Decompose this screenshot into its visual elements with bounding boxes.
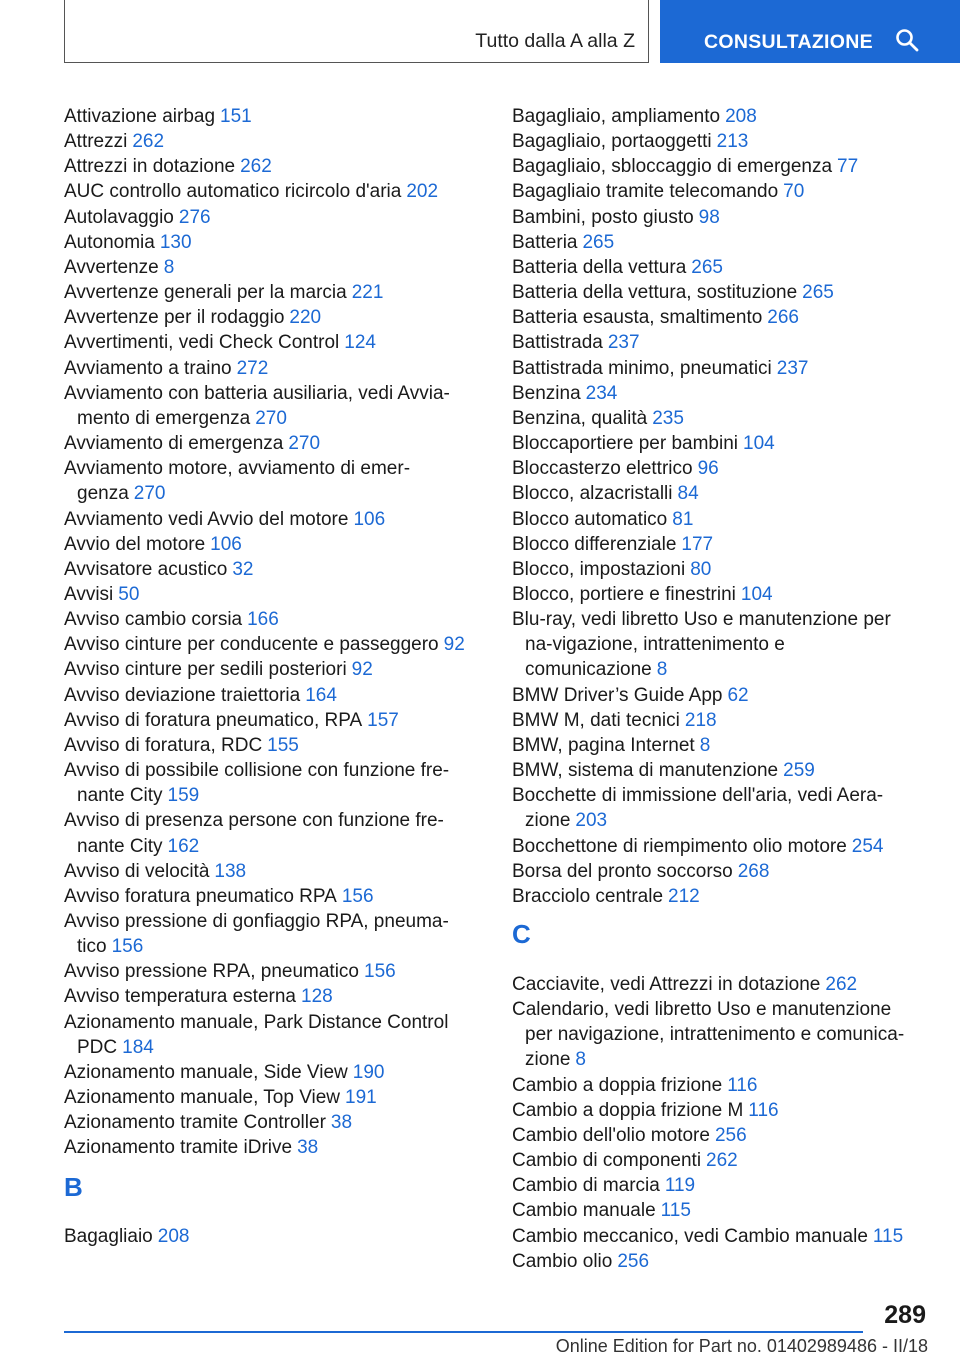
index-entry	[512, 1123, 922, 1148]
index-entry	[64, 1010, 474, 1060]
index-entry	[64, 808, 474, 858]
index-entry	[512, 205, 922, 230]
index-entry	[64, 129, 474, 154]
index-letter-heading: C	[512, 919, 531, 949]
index-entry-text: Autonomia	[64, 231, 155, 253]
index-entry	[512, 431, 922, 456]
index-entry	[512, 1173, 922, 1198]
index-entry-text: Batteria della vettura	[512, 256, 687, 278]
index-page-link[interactable]: 62	[727, 684, 749, 706]
index-entry	[512, 255, 922, 280]
index-entry-text: Batteria esausta, smaltimento	[512, 307, 763, 329]
index-page-link[interactable]: 128	[301, 986, 333, 1008]
index-entry	[64, 205, 474, 230]
index-page-link[interactable]: 262	[825, 974, 858, 995]
index-entry	[512, 381, 922, 406]
index-entry	[64, 884, 474, 909]
index-entry-text: Avviso deviazione traiettoria	[64, 684, 301, 706]
index-entry-text: Attrezzi	[64, 131, 128, 153]
index-entry-text: Attivazione airbag	[64, 106, 216, 127]
index-page-link[interactable]: 256	[617, 1250, 650, 1272]
index-page-link[interactable]: 262	[240, 156, 272, 178]
index-entry	[64, 1110, 474, 1135]
index-entry	[64, 657, 474, 682]
index-entry	[512, 305, 922, 330]
index-entry-text: Benzina, qualità	[512, 407, 648, 429]
index-page-link[interactable]: 157	[367, 709, 399, 731]
index-entry-text: Avvisi	[64, 583, 114, 605]
index-entry	[64, 733, 474, 758]
index-entry	[64, 582, 474, 607]
index-entry	[512, 783, 922, 833]
index-page-link[interactable]: 235	[652, 407, 684, 429]
index-entry	[64, 330, 474, 355]
index-entry	[512, 683, 922, 708]
index-page-link[interactable]: 115	[660, 1200, 691, 1222]
index-page-link[interactable]: 8	[699, 734, 711, 756]
index-page-link[interactable]: 156	[111, 936, 144, 958]
index-entry	[512, 230, 922, 255]
index-entry-text: Avviamento di emergenza	[64, 433, 284, 455]
index-page-link[interactable]: 212	[668, 885, 700, 907]
footer-rule	[64, 1331, 863, 1333]
index-entry-text: Bloccasterzo elettrico	[512, 458, 693, 480]
index-entry-text: BMW Driver’s Guide App	[512, 684, 723, 706]
index-entry	[64, 632, 474, 657]
index-page-link[interactable]: 237	[776, 357, 809, 379]
index-entry	[64, 683, 474, 708]
index-entry	[64, 1135, 474, 1160]
index-page-link[interactable]: 50	[118, 583, 140, 605]
index-page-link[interactable]: 203	[575, 810, 608, 832]
index-entry-text: Avviamento vedi Avvio del motore	[64, 508, 349, 530]
index-entry	[64, 179, 474, 204]
index-page-link[interactable]: 106	[353, 508, 386, 530]
index-entry	[512, 179, 922, 204]
index-page-link[interactable]: 156	[364, 961, 396, 983]
index-page-link[interactable]: 116	[748, 1099, 779, 1121]
index-entry	[512, 280, 922, 305]
index-page-link[interactable]: 164	[305, 684, 337, 706]
index-entry-text: Bocchettone di riempimento olio motore	[512, 835, 847, 857]
index-entry	[512, 356, 922, 381]
index-letter-heading: B	[64, 1171, 83, 1202]
index-page-link[interactable]: 38	[297, 1137, 319, 1159]
index-page-link[interactable]: 155	[267, 734, 299, 756]
index-entry-text: Avviamento a traino	[64, 357, 232, 379]
index-entry-text: BMW M, dati tecnici	[512, 709, 680, 731]
index-entry-text: Batteria della vettura, sostituzione	[512, 282, 798, 304]
index-page-link[interactable]: 234	[585, 382, 618, 404]
index-page-link[interactable]: 92	[443, 634, 465, 656]
index-page-link[interactable]: 265	[691, 256, 723, 278]
index-entry	[64, 557, 474, 582]
index-page-link[interactable]: 270	[255, 407, 287, 429]
index-page-link[interactable]: 98	[698, 206, 720, 228]
index-page-link[interactable]: 162	[167, 835, 200, 857]
index-entry-text: Avviso cambio corsia	[64, 609, 243, 631]
index-entry-text: Batteria	[512, 231, 578, 253]
index-page-link[interactable]: 8	[656, 659, 668, 681]
index-entry	[64, 305, 474, 330]
index-page-link[interactable]: 202	[406, 181, 439, 203]
index-page-link[interactable]: 208	[157, 1225, 190, 1247]
index-entry-text: Bagagliaio, ampliamento	[512, 106, 721, 127]
index-page-link[interactable]: 218	[684, 709, 717, 731]
index-entry-text: Blocco, portiere e finestrini	[512, 583, 736, 605]
index-page-link[interactable]: 124	[344, 332, 376, 354]
index-entry-text: Azionamento tramite Controller	[64, 1112, 326, 1134]
section-title: Tutto dalla A alla Z	[475, 30, 635, 52]
index-entry-text: Bambini, posto giusto	[512, 206, 694, 228]
index-entry	[512, 884, 922, 909]
index-entry	[512, 733, 922, 758]
index-page-link[interactable]: 104	[740, 583, 773, 605]
index-entry	[512, 129, 922, 154]
index-entry	[512, 481, 922, 506]
index-page-link[interactable]: 213	[716, 131, 749, 153]
index-entry	[512, 758, 922, 783]
index-page-link[interactable]: 272	[236, 357, 269, 379]
index-entry-text: Azionamento manuale, Park Distance Control PDC	[64, 1011, 449, 1058]
index-entry	[512, 1148, 922, 1173]
index-entry	[512, 834, 922, 859]
index-page-link[interactable]: 276	[178, 206, 211, 228]
index-entry-text: Benzina	[512, 382, 581, 404]
index-entry-text: Avviso di foratura, RDC	[64, 734, 263, 756]
index-entry-text: Battistrada minimo, pneumatici	[512, 357, 772, 379]
index-entry	[64, 255, 474, 280]
index-entry-text: Bracciolo centrale	[512, 885, 664, 907]
index-page-link[interactable]: 221	[351, 282, 384, 304]
index-page-link[interactable]: 116	[727, 1074, 758, 1096]
index-page-link[interactable]: 262	[706, 1150, 738, 1172]
index-page-link[interactable]: 70	[783, 181, 805, 203]
index-entry	[512, 557, 922, 582]
index-entry	[64, 758, 474, 808]
index-entry-text: Cacciavite, vedi Attrezzi in dotazione	[512, 974, 821, 995]
index-entry-text: Azionamento manuale, Side View	[64, 1061, 348, 1083]
index-entry	[64, 104, 474, 129]
index-entry-text: Bagagliaio, sbloccaggio di emergenza	[512, 156, 833, 178]
index-entry-text: Avviso di possibile collisione con funzione fre-nante City	[64, 760, 450, 807]
index-entry-text: Cambio di componenti	[512, 1150, 702, 1172]
index-page-link[interactable]: 256	[714, 1124, 747, 1146]
index-entry	[64, 532, 474, 557]
index-entry-text: Cambio a doppia frizione	[512, 1074, 723, 1096]
index-page-link[interactable]: 115	[872, 1225, 904, 1247]
index-page-link[interactable]: 270	[133, 483, 166, 505]
index-entry	[64, 230, 474, 255]
index-page-link[interactable]: 38	[330, 1112, 353, 1134]
index-entry-text: Avviso pressione di gonfiaggio RPA, pneuma-tico	[64, 911, 449, 958]
index-entry-text: Avviso pressione RPA, pneumatico	[64, 961, 360, 983]
index-entry	[64, 1085, 474, 1110]
index-entry	[64, 356, 474, 381]
index-entry-text: Autolavaggio	[64, 206, 174, 228]
index-column-right	[512, 104, 922, 1274]
index-entry-text: Cambio olio	[512, 1250, 613, 1272]
index-entry	[512, 607, 922, 682]
index-entry-text: Avviso di velocità	[64, 860, 210, 882]
index-entry-text: Cambio meccanico, vedi Cambio manuale	[512, 1225, 868, 1247]
index-entry	[64, 959, 474, 984]
index-entry-text: Bagagliaio, portaoggetti	[512, 131, 712, 153]
index-entry	[512, 456, 922, 481]
index-entry	[64, 607, 474, 632]
index-page-link[interactable]: 119	[664, 1175, 696, 1197]
index-entry-text: Avvio del motore	[64, 533, 206, 555]
index-page-link[interactable]: 138	[214, 860, 247, 882]
index-page-link[interactable]: 190	[352, 1061, 385, 1083]
index-page-link[interactable]: 104	[743, 433, 775, 455]
index-page-link[interactable]: 81	[672, 508, 694, 530]
index-page-link[interactable]: 96	[697, 458, 719, 480]
index-entry-text: Bocchette di immissione dell'aria, vedi Aera-zione	[512, 785, 884, 832]
consultazione-tab[interactable]	[660, 0, 960, 63]
index-entry	[512, 859, 922, 884]
index-entry	[512, 330, 922, 355]
index-entry-text: AUC controllo automatico ricircolo d'aria	[64, 181, 402, 203]
index-page-link[interactable]: 220	[289, 307, 322, 329]
index-entry	[64, 909, 474, 959]
index-entry-text: Cambio a doppia frizione M	[512, 1099, 744, 1121]
index-entry-text: Avvertimenti, vedi Check Control	[64, 332, 340, 354]
index-page-link[interactable]: 106	[210, 533, 242, 555]
index-page-link[interactable]: 8	[575, 1049, 586, 1071]
index-column-left	[64, 104, 474, 1249]
index-entry	[64, 431, 474, 456]
index-entry-text: Avviamento motore, avviamento di emer-genza	[64, 458, 411, 505]
index-entry	[64, 1060, 474, 1085]
index-page-link[interactable]: 32	[232, 558, 254, 580]
index-page-link[interactable]: 177	[681, 533, 714, 555]
index-page-link[interactable]: 237	[607, 332, 640, 354]
index-page-link[interactable]: 268	[737, 860, 770, 882]
index-entry	[64, 859, 474, 884]
index-entry	[512, 1073, 922, 1098]
index-entry	[512, 997, 922, 1072]
index-entry	[64, 280, 474, 305]
page-number: 289	[884, 1301, 926, 1329]
index-entry-text: Battistrada	[512, 332, 603, 354]
index-entry	[512, 1098, 922, 1123]
index-entry	[512, 1198, 922, 1223]
index-entry	[512, 708, 922, 733]
index-entry	[512, 104, 922, 129]
index-page-link[interactable]: 191	[345, 1087, 377, 1109]
index-page-link[interactable]: 254	[851, 835, 884, 857]
index-page-link[interactable]: 159	[167, 785, 200, 807]
index-entry	[512, 154, 922, 179]
index-entry	[64, 381, 474, 431]
index-entry	[64, 1224, 474, 1249]
index-page-link[interactable]: 92	[351, 659, 373, 681]
index-entry-text: Avvertenze per il rodaggio	[64, 307, 285, 329]
index-page-link[interactable]: 151	[220, 106, 252, 127]
index-entry-text: Azionamento tramite iDrive	[64, 1137, 293, 1159]
index-entry-text: Cambio di marcia	[512, 1175, 660, 1197]
index-entry	[512, 1224, 922, 1249]
index-entry	[512, 507, 922, 532]
index-page-link[interactable]: 262	[132, 131, 165, 153]
index-page-link[interactable]: 270	[288, 433, 321, 455]
index-entry-text: Bloccaportiere per bambini	[512, 433, 739, 455]
index-entry-text: Avvisatore acustico	[64, 558, 228, 580]
index-page-link[interactable]: 84	[677, 483, 699, 505]
index-entry	[512, 582, 922, 607]
index-entry-text: Borsa del pronto soccorso	[512, 860, 733, 882]
index-page-link[interactable]: 130	[159, 231, 192, 253]
index-entry-text: BMW, sistema di manutenzione	[512, 760, 779, 782]
index-entry-text: Avviso cinture per sedili posteriori	[64, 659, 347, 681]
index-page-link[interactable]: 80	[690, 558, 712, 580]
header-section-box	[64, 0, 649, 63]
index-entry	[512, 532, 922, 557]
index-entry-text: Avvertenze	[64, 256, 159, 278]
index-page-link[interactable]: 184	[122, 1036, 154, 1058]
index-page-link[interactable]: 265	[802, 282, 834, 304]
index-entry-text: Attrezzi in dotazione	[64, 156, 236, 178]
index-page-link[interactable]: 265	[582, 231, 615, 253]
index-entry-text: Avviso di foratura pneumatico, RPA	[64, 709, 363, 731]
index-entry-text: BMW, pagina Internet	[512, 734, 695, 756]
index-entry-text: Cambio dell'olio motore	[512, 1124, 710, 1146]
index-page-link[interactable]: 156	[341, 885, 374, 907]
index-entry-text: Avviso foratura pneumatico RPA	[64, 885, 337, 907]
index-entry-text: Avviso cinture per conducente e passeggero	[64, 634, 439, 656]
index-entry-text: Blocco automatico	[512, 508, 668, 530]
index-page-link[interactable]: 208	[725, 106, 757, 127]
index-entry-text: Cambio manuale	[512, 1200, 656, 1222]
index-entry	[64, 507, 474, 532]
index-entry-text: Avviso temperatura esterna	[64, 986, 296, 1008]
index-entry-text: Calendario, vedi libretto Uso e manutenzione per navigazione, intrattenimento e comunica-zione	[512, 999, 905, 1071]
index-entry	[64, 984, 474, 1009]
index-entry-text: Blu-ray, vedi libretto Uso e manutenzione per na-vigazione, intrattenimento e comunicazione	[512, 609, 891, 681]
index-page-link[interactable]: 8	[163, 256, 175, 278]
index-page-link[interactable]: 259	[783, 760, 815, 782]
index-entry-text: Avvertenze generali per la marcia	[64, 282, 347, 304]
index-entry	[512, 1249, 922, 1274]
index-entry	[512, 406, 922, 431]
index-page-link[interactable]: 77	[837, 156, 859, 178]
index-entry-text: Bagagliaio	[64, 1225, 153, 1247]
index-entry-text: Blocco differenziale	[512, 533, 677, 555]
index-entry-text: Avviso di presenza persone con funzione fre-nante City	[64, 810, 444, 857]
index-entry-text: Azionamento manuale, Top View	[64, 1087, 341, 1109]
footer-edition-text: Online Edition for Part no. 01402989486 - II/18	[555, 1336, 928, 1356]
index-entry-text: Bagagliaio tramite telecomando	[512, 181, 779, 203]
index-entry-text: Avviamento con batteria ausiliaria, vedi Avvia-mento di emergenza	[64, 382, 450, 429]
index-entry	[64, 154, 474, 179]
index-entry	[64, 708, 474, 733]
index-entry-text: Blocco, alzacristalli	[512, 483, 673, 505]
index-page-link[interactable]: 266	[767, 307, 799, 329]
index-page-link[interactable]: 166	[247, 609, 279, 631]
search-icon[interactable]	[895, 28, 919, 52]
index-entry-text: Blocco, impostazioni	[512, 558, 686, 580]
index-entry	[512, 972, 922, 997]
consultazione-label: CONSULTAZIONE	[704, 31, 873, 53]
index-entry	[64, 456, 474, 506]
